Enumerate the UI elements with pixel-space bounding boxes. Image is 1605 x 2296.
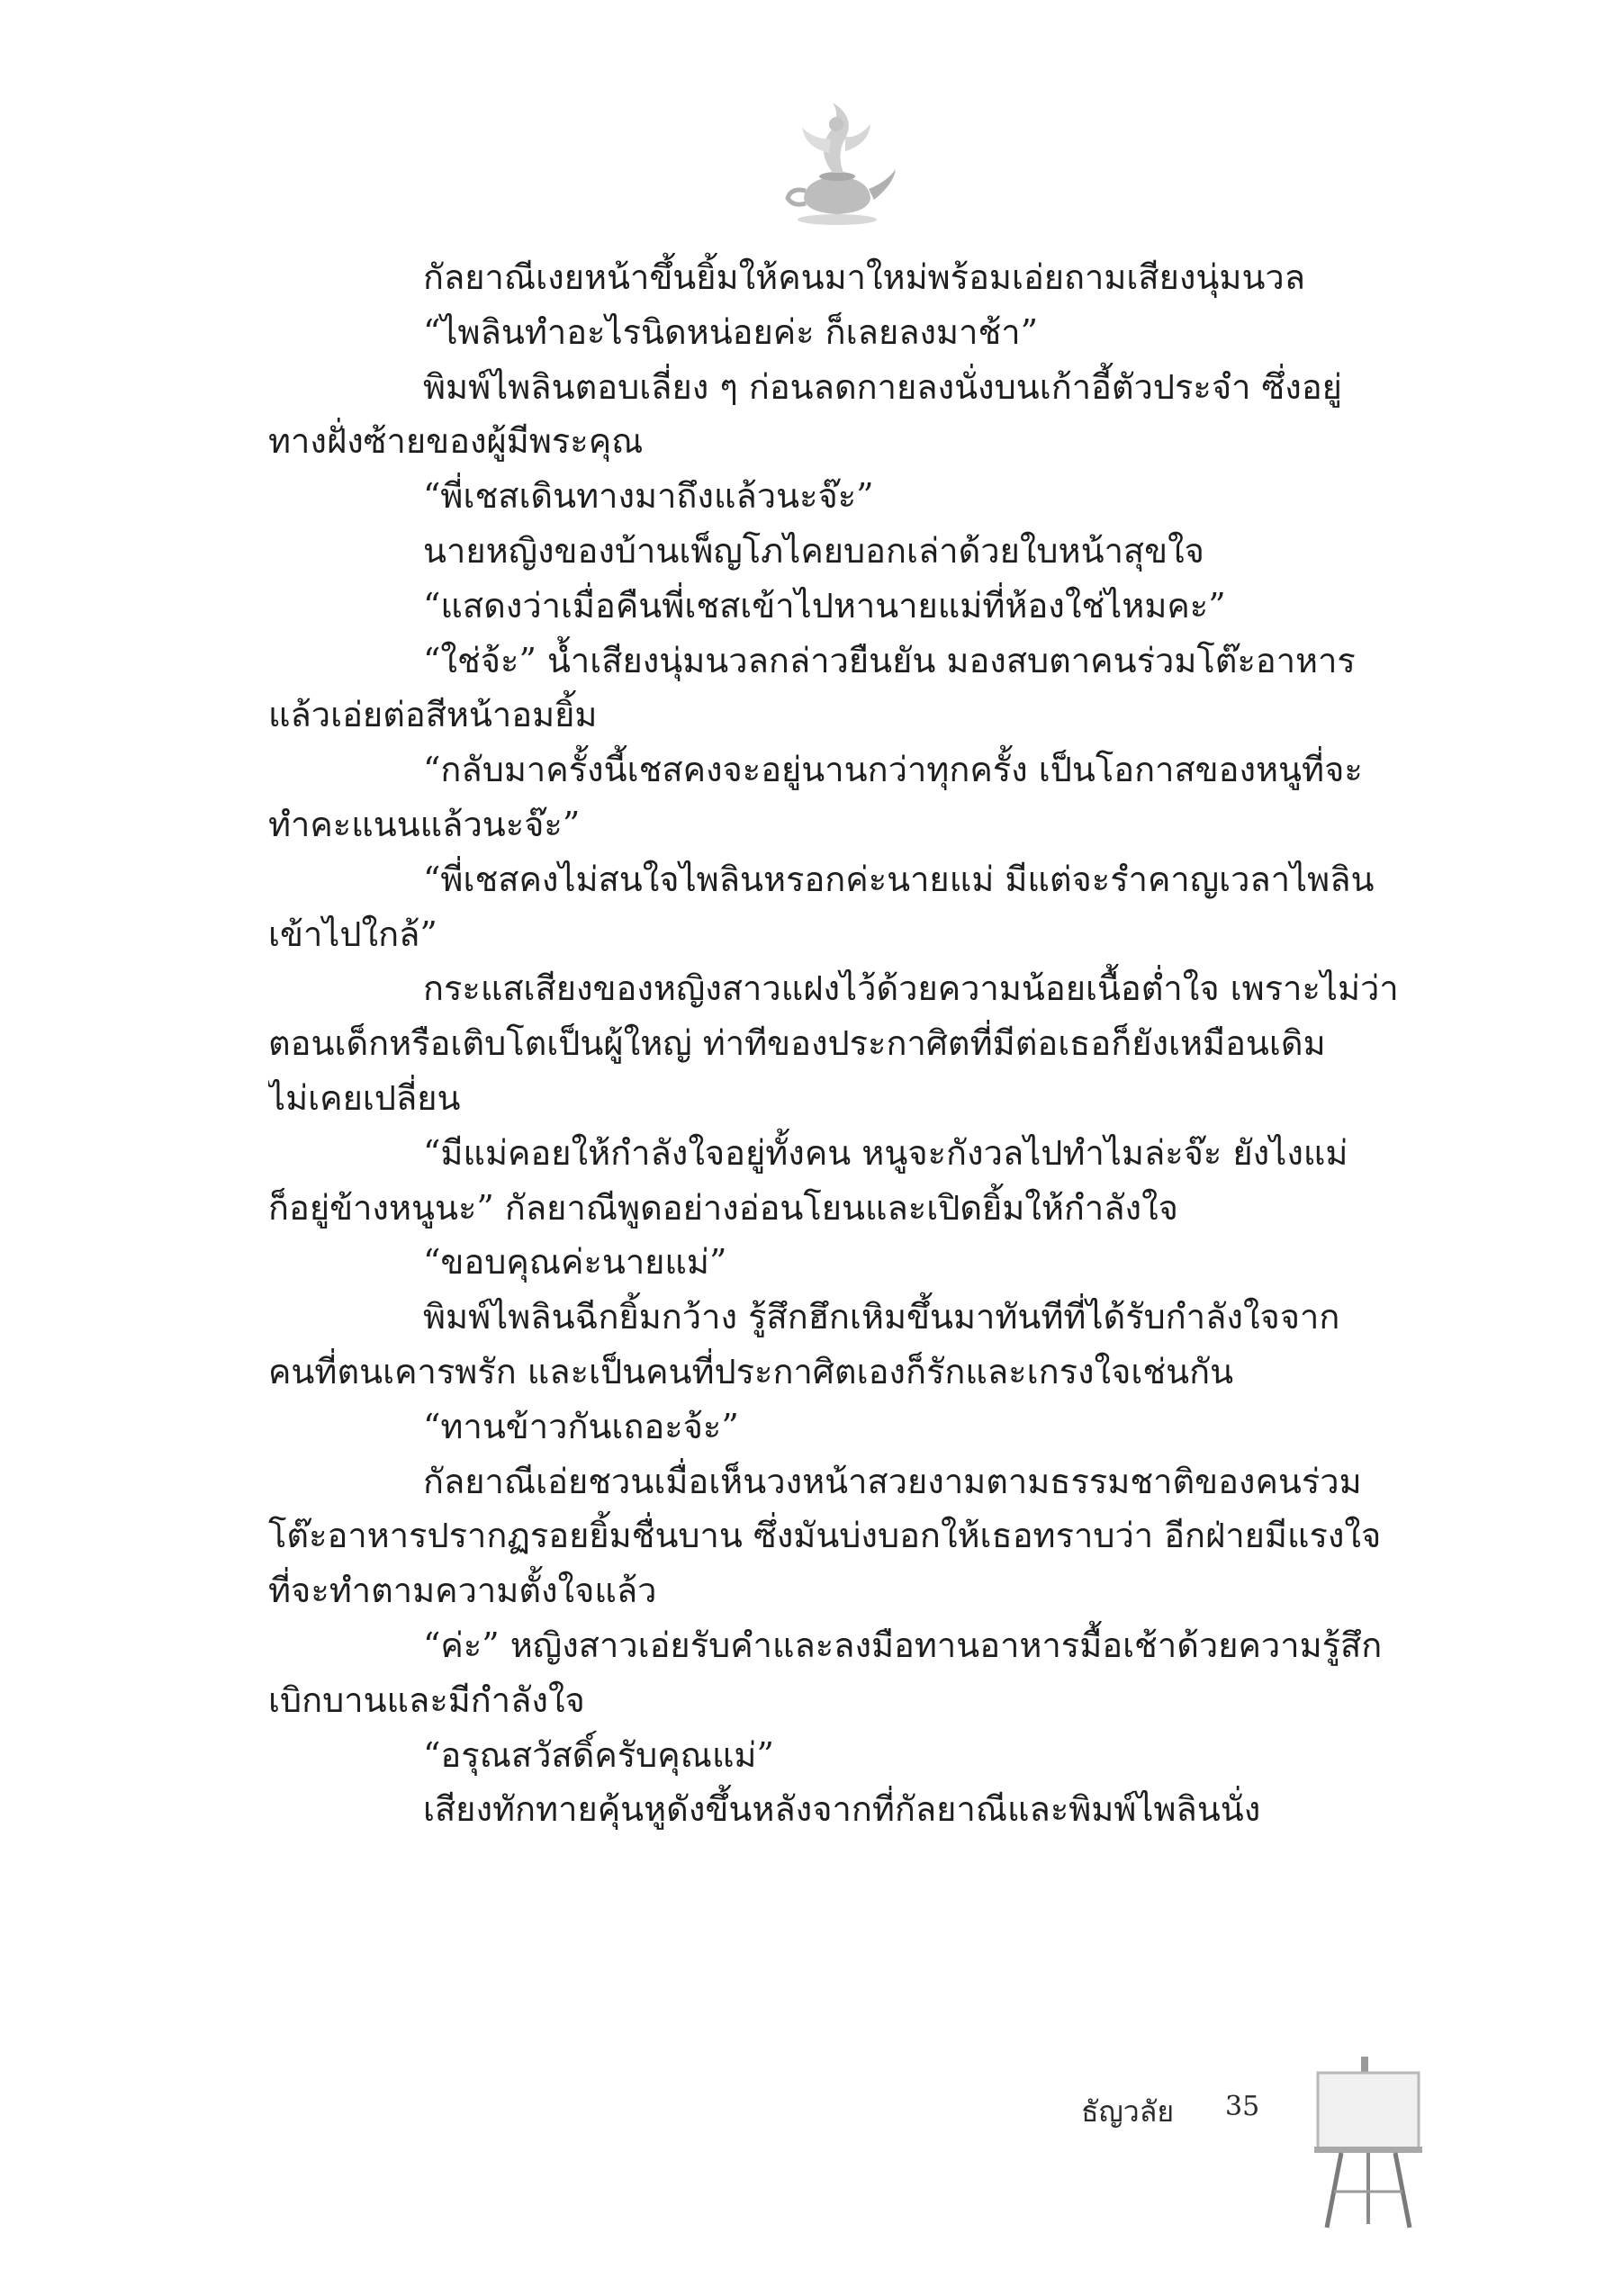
text-line: คนที่ตนเคารพรัก และเป็นคนที่ประกาศิตเองก็รักและเกรงใจเช่นกัน [268,1351,1234,1391]
easel-icon [1314,2057,1422,2232]
body-text [268,250,1407,1837]
text-line: ก็อยู่ข้างหนูนะ” กัลยาณีพูดอย่างอ่อนโยนและเปิดยิ้มให้กำลังใจ [268,1187,1178,1228]
author-name: ธัญวลัย [1081,2094,1175,2129]
text-line: ทางฝั่งซ้ายของผู้มีพระคุณ [268,421,644,462]
text-line: เสียงทักทายคุ้นหูดังขึ้นหลังจากที่กัลยาณีและพิมพ์ไพลินนั่ง [423,1789,1261,1830]
text-line: เข้าไปใกล้” [268,914,437,954]
text-line: ไม่เคยเปลี่ยน [268,1077,461,1118]
text-line: “มีแม่คอยให้กำลังใจอยู่ทั้งคน หนูจะกังวลไปทำไมล่ะจ๊ะ ยังไงแม่ [423,1132,1348,1173]
text-line: ที่จะทำตามความตั้งใจแล้ว [268,1571,657,1611]
text-line: กัลยาณีเอ่ยชวนเมื่อเห็นวงหน้าสวยงามตามธรรมชาติของคนร่วม [423,1461,1362,1501]
teapot-ornament-icon [770,97,905,232]
text-line: “ทานข้าวกันเถอะจ้ะ” [423,1406,739,1446]
text-line: “กลับมาครั้งนี้เชสคงจะอยู่นานกว่าทุกครั้ง เป็นโอกาสของหนูที่จะ [423,750,1363,790]
text-line: “ไพลินทำอะไรนิดหน่อยค่ะ ก็เลยลงมาช้า” [423,311,1038,352]
text-line: ตอนเด็กหรือเติบโตเป็นผู้ใหญ่ ท่าทีของประกาศิตที่มีต่อเธอก็ยังเหมือนเดิม [268,1023,1326,1064]
text-line: กระแสเสียงของหญิงสาวแฝงไว้ด้วยความน้อยเนื้อต่ำใจ เพราะไม่ว่า [423,968,1399,1009]
text-line: พิมพ์ไพลินตอบเลี่ยง ๆ ก่อนลดกายลงนั่งบนเก้าอี้ตัวประจำ ซึ่งอยู่ [423,366,1342,407]
text-line: “พี่เชสเดินทางมาถึงแล้วนะจ๊ะ” [423,476,874,517]
text-line: “แสดงว่าเมื่อคืนพี่เชสเข้าไปหานายแม่ที่ห้องใช่ไหมคะ” [423,585,1226,626]
page-number: 35 [1225,2091,1260,2122]
text-line: เบิกบานและมีกำลังใจ [268,1679,585,1720]
text-line: “อรุณสวัสดิ์ครับคุณแม่” [423,1734,774,1775]
text-line: “ขอบคุณค่ะนายแม่” [423,1242,727,1283]
text-line: โต๊ะอาหารปรากฏรอยยิ้มชื่นบาน ซึ่งมันบ่งบอกให้เธอทราบว่า อีกฝ่ายมีแรงใจ [268,1516,1382,1556]
page-footer [1058,2057,1445,2237]
text-line: พิมพ์ไพลินฉีกยิ้มกว้าง รู้สึกฮึกเหิมขึ้นมาทันทีที่ได้รับกำลังใจจาก [423,1297,1340,1337]
text-line: “ค่ะ” หญิงสาวเอ่ยรับคำและลงมือทานอาหารมื้อเช้าด้วยความรู้สึก [423,1625,1383,1665]
text-line: ทำคะแนนแล้วนะจ๊ะ” [268,804,581,844]
text-line: แล้วเอ่ยต่อสีหน้าอมยิ้ม [268,695,598,735]
text-line: “ใช่จ้ะ” น้ำเสียงนุ่มนวลกล่าวยืนยัน มองสบตาคนร่วมโต๊ะอาหาร [423,640,1356,680]
text-line: กัลยาณีเงยหน้าขึ้นยิ้มให้คนมาใหม่พร้อมเอ่ยถามเสียงนุ่มนวล [423,257,1306,297]
text-line: นายหญิงของบ้านเพ็ญโภไคยบอกเล่าด้วยใบหน้าสุขใจ [423,530,1204,571]
text-line: “พี่เชสคงไม่สนใจไพลินหรอกค่ะนายแม่ มีแต่จะรำคาญเวลาไพลิน [423,859,1375,899]
